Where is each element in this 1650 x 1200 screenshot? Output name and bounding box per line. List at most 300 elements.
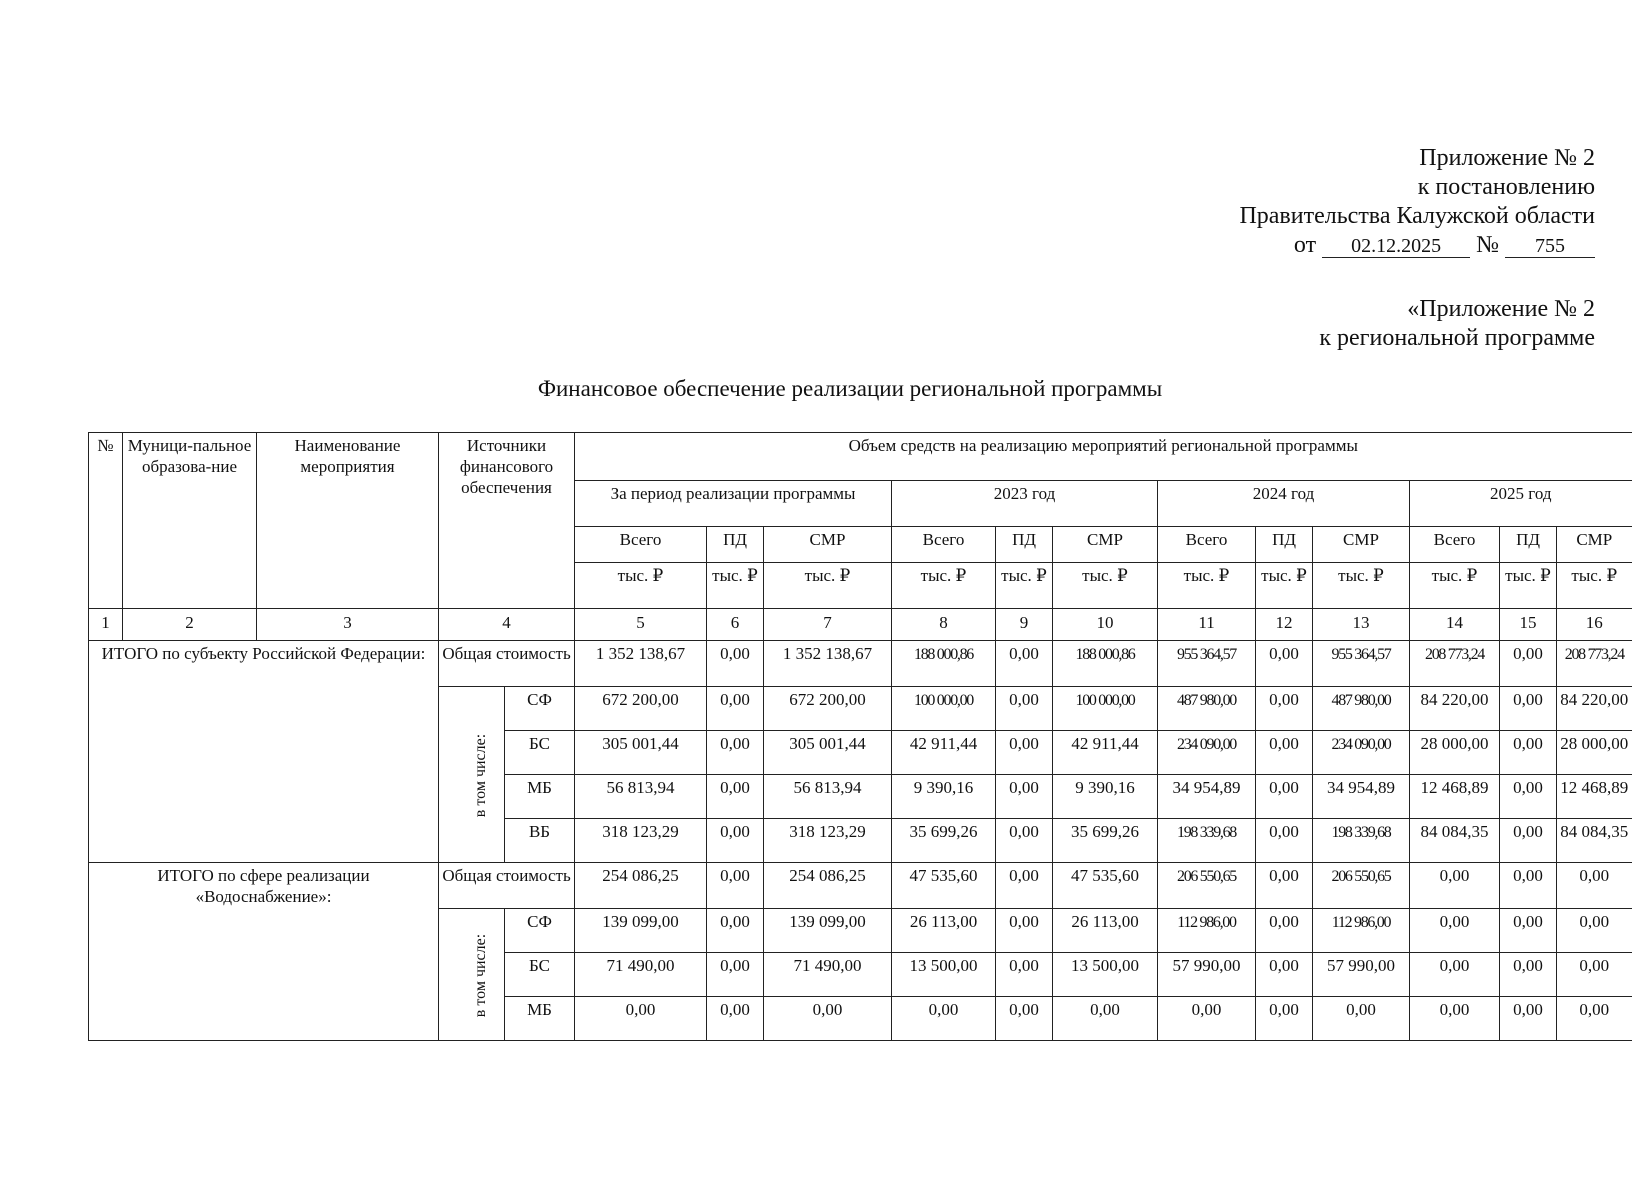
value-text: 28 000,00 <box>1560 734 1629 753</box>
column-header-total: Всего <box>575 527 707 563</box>
column-header-total: Всего <box>892 527 996 563</box>
value-text: 112 986,00 <box>1177 914 1236 931</box>
value-text: 0,00 <box>1269 866 1299 885</box>
value-cell <box>1410 909 1500 953</box>
column-number: 14 <box>1410 609 1500 641</box>
value-text: 13 500,00 <box>1071 956 1140 975</box>
value-text: 139 099,00 <box>602 912 679 931</box>
value-cell <box>996 909 1053 953</box>
column-number: 6 <box>707 609 764 641</box>
source-code: СФ <box>505 687 575 731</box>
value-cell <box>707 641 764 687</box>
value-text: 35 699,26 <box>909 822 978 841</box>
value-cell <box>1313 863 1410 909</box>
header-activity: Наименование мероприятия <box>257 433 439 609</box>
unit-total: тыс. ₽ <box>1410 563 1500 609</box>
value-text: 0,00 <box>720 866 750 885</box>
value-text: 198 339,68 <box>1331 824 1391 841</box>
column-header-total: Всего <box>1410 527 1500 563</box>
value-cell <box>764 687 892 731</box>
value-cell <box>892 641 996 687</box>
value-text: 305 001,44 <box>602 734 679 753</box>
resolution-date: 02.12.2025 <box>1322 235 1470 258</box>
ref-program-label: к региональной программе <box>1319 325 1595 351</box>
value-cell <box>1256 641 1313 687</box>
value-cell <box>892 775 996 819</box>
value-text: 0,00 <box>1269 644 1299 663</box>
value-text: 0,00 <box>1579 866 1610 885</box>
value-text: 9 390,16 <box>1075 778 1135 797</box>
value-cell <box>1500 641 1557 687</box>
unit-smr: тыс. ₽ <box>764 563 892 609</box>
value-text: 57 990,00 <box>1327 956 1396 975</box>
source-code: ВБ <box>505 819 575 863</box>
value-text: 0,00 <box>1009 912 1039 931</box>
value-text: 56 813,94 <box>606 778 675 797</box>
column-number: 4 <box>439 609 575 641</box>
government-label: Правительства Калужской области <box>1239 203 1595 229</box>
value-text: 0,00 <box>1579 1000 1610 1019</box>
value-text: 35 699,26 <box>1071 822 1140 841</box>
source-code: МБ <box>505 997 575 1041</box>
column-header-pd: ПД <box>1256 527 1313 563</box>
unit-total: тыс. ₽ <box>892 563 996 609</box>
value-cell <box>1557 953 1632 997</box>
value-cell <box>707 819 764 863</box>
value-text: 0,00 <box>720 690 750 709</box>
value-cell <box>1158 731 1256 775</box>
unit-smr: тыс. ₽ <box>1557 563 1632 609</box>
value-text: 208 773,24 <box>1564 646 1624 663</box>
value-text: 12 468,89 <box>1560 778 1629 797</box>
value-cell <box>764 775 892 819</box>
value-text: 0,00 <box>1090 1000 1120 1019</box>
value-text: 0,00 <box>1513 644 1543 663</box>
header-2023: 2023 год <box>892 481 1158 527</box>
value-cell <box>1256 731 1313 775</box>
in-that-number-label: в том числе: <box>472 733 490 817</box>
value-text: 0,00 <box>720 644 750 663</box>
value-text: 26 113,00 <box>1071 912 1139 931</box>
value-text: 0,00 <box>1579 912 1610 931</box>
value-text: 0,00 <box>1513 1000 1543 1019</box>
value-text: 9 390,16 <box>913 778 974 797</box>
column-header-smr: СМР <box>1053 527 1158 563</box>
value-text: 0,00 <box>1513 956 1543 975</box>
value-cell <box>575 687 707 731</box>
resolution-header <box>1239 144 1595 260</box>
value-cell <box>1256 909 1313 953</box>
value-cell <box>575 775 707 819</box>
source-code: МБ <box>505 775 575 819</box>
value-text: 672 200,00 <box>602 690 679 709</box>
value-text: 208 773,24 <box>1425 646 1485 663</box>
column-number: 5 <box>575 609 707 641</box>
column-number: 10 <box>1053 609 1158 641</box>
value-cell <box>1256 687 1313 731</box>
value-text: 71 490,00 <box>606 956 675 975</box>
unit-smr: тыс. ₽ <box>1313 563 1410 609</box>
date-number-line <box>1239 231 1595 260</box>
value-text: 0,00 <box>1439 912 1470 931</box>
value-text: 84 220,00 <box>1420 690 1489 709</box>
column-header-pd: ПД <box>996 527 1053 563</box>
value-text: 112 986,00 <box>1331 914 1391 931</box>
value-cell <box>1313 819 1410 863</box>
header-municipality: Муници-пальное образова-ние <box>123 433 257 609</box>
value-cell <box>1053 731 1158 775</box>
value-text: 0,00 <box>1009 778 1039 797</box>
value-text: 12 468,89 <box>1420 778 1489 797</box>
value-cell <box>764 819 892 863</box>
source-code: СФ <box>505 909 575 953</box>
value-cell <box>1158 997 1256 1041</box>
value-text: 0,00 <box>720 822 750 841</box>
column-number: 3 <box>257 609 439 641</box>
value-cell <box>764 909 892 953</box>
block-label: ИТОГО по сфере реализации «Водоснабжение»: <box>89 863 439 1041</box>
value-cell <box>996 953 1053 997</box>
value-text: 0,00 <box>1513 734 1543 753</box>
value-cell <box>1557 909 1632 953</box>
value-cell <box>996 731 1053 775</box>
value-cell <box>1313 687 1410 731</box>
value-text: 955 364,57 <box>1177 646 1237 663</box>
value-cell <box>1557 997 1632 1041</box>
value-cell <box>1158 909 1256 953</box>
value-cell <box>1557 731 1632 775</box>
value-cell <box>892 731 996 775</box>
value-text: 13 500,00 <box>909 956 978 975</box>
value-cell <box>1158 687 1256 731</box>
header-no: № <box>89 433 123 609</box>
value-cell <box>1500 953 1557 997</box>
column-number: 15 <box>1500 609 1557 641</box>
column-header-smr: СМР <box>764 527 892 563</box>
value-text: 0,00 <box>1513 822 1543 841</box>
value-text: 47 535,60 <box>909 866 978 885</box>
financing-table <box>88 432 1632 1041</box>
column-numbers-row <box>89 609 1632 641</box>
value-cell <box>1313 731 1410 775</box>
value-cell <box>1053 863 1158 909</box>
unit-pd: тыс. ₽ <box>707 563 764 609</box>
column-header-smr: СМР <box>1557 527 1632 563</box>
value-cell <box>707 731 764 775</box>
value-text: 0,00 <box>720 956 750 975</box>
value-cell <box>1053 775 1158 819</box>
header-row-1 <box>89 433 1632 481</box>
value-text: 0,00 <box>1269 1000 1299 1019</box>
value-text: 672 200,00 <box>789 690 866 709</box>
value-cell <box>1158 819 1256 863</box>
column-number: 13 <box>1313 609 1410 641</box>
value-text: 0,00 <box>1269 912 1299 931</box>
value-cell <box>1313 953 1410 997</box>
value-text: 0,00 <box>1513 778 1543 797</box>
source-code: БС <box>505 953 575 997</box>
value-cell <box>1313 775 1410 819</box>
value-cell <box>575 819 707 863</box>
value-text: 0,00 <box>1009 956 1039 975</box>
value-text: 206 550,65 <box>1331 868 1391 885</box>
value-cell <box>1500 909 1557 953</box>
value-text: 487 980,00 <box>1177 692 1237 709</box>
value-cell <box>1053 997 1158 1041</box>
value-text: 0,00 <box>720 912 750 931</box>
value-text: 0,00 <box>720 734 750 753</box>
value-cell <box>1158 641 1256 687</box>
unit-total: тыс. ₽ <box>575 563 707 609</box>
value-text: 234 090,00 <box>1331 736 1391 753</box>
value-text: 100 000,00 <box>1075 692 1135 709</box>
value-cell <box>1158 953 1256 997</box>
value-text: 305 001,44 <box>789 734 866 753</box>
block-label: ИТОГО по субъекту Российской Федерации: <box>89 641 439 863</box>
value-cell <box>764 953 892 997</box>
value-cell <box>575 641 707 687</box>
value-cell <box>1053 641 1158 687</box>
value-cell <box>1500 863 1557 909</box>
value-cell <box>707 997 764 1041</box>
header-2025: 2025 год <box>1410 481 1632 527</box>
value-cell <box>892 909 996 953</box>
value-text: 206 550,65 <box>1177 868 1237 885</box>
value-cell <box>1313 997 1410 1041</box>
value-text: 0,00 <box>1439 866 1470 885</box>
in-that-number-cell <box>439 687 505 863</box>
document-title: Финансовое обеспечение реализации региональной программы <box>537 376 1163 401</box>
column-number: 16 <box>1557 609 1632 641</box>
column-number: 11 <box>1158 609 1256 641</box>
value-text: 0,00 <box>1269 734 1299 753</box>
number-label: № <box>1476 232 1499 258</box>
value-cell <box>1410 953 1500 997</box>
value-text: 0,00 <box>1009 866 1039 885</box>
value-text: 71 490,00 <box>793 956 862 975</box>
value-cell <box>575 863 707 909</box>
appendix-label: Приложение № 2 <box>1419 145 1595 171</box>
value-cell <box>892 819 996 863</box>
value-text: 955 364,57 <box>1331 646 1391 663</box>
value-text: 84 220,00 <box>1560 690 1629 709</box>
column-number: 2 <box>123 609 257 641</box>
unit-pd: тыс. ₽ <box>1256 563 1313 609</box>
column-header-total: Всего <box>1158 527 1256 563</box>
value-cell <box>996 687 1053 731</box>
value-text: 0,00 <box>928 1000 959 1019</box>
value-cell <box>996 775 1053 819</box>
value-cell <box>1158 863 1256 909</box>
column-header-pd: ПД <box>1500 527 1557 563</box>
value-text: 0,00 <box>1191 1000 1222 1019</box>
value-text: 188 000,86 <box>1075 646 1135 663</box>
value-text: 318 123,29 <box>789 822 866 841</box>
header-2024: 2024 год <box>1158 481 1410 527</box>
value-cell <box>892 953 996 997</box>
value-cell <box>1053 819 1158 863</box>
resolution-number: 755 <box>1505 235 1595 258</box>
value-text: 0,00 <box>1439 1000 1470 1019</box>
block-total-row <box>89 641 1632 687</box>
value-cell <box>707 863 764 909</box>
value-cell <box>1053 953 1158 997</box>
value-text: 34 954,89 <box>1172 778 1241 797</box>
value-text: 0,00 <box>1513 866 1543 885</box>
value-cell <box>1557 775 1632 819</box>
unit-total: тыс. ₽ <box>1158 563 1256 609</box>
value-text: 1 352 138,67 <box>595 644 686 663</box>
value-cell <box>892 997 996 1041</box>
value-text: 42 911,44 <box>1071 734 1139 753</box>
value-cell <box>1256 863 1313 909</box>
value-cell <box>1410 641 1500 687</box>
from-label: от <box>1293 232 1317 258</box>
value-text: 318 123,29 <box>602 822 679 841</box>
value-cell <box>575 909 707 953</box>
value-cell <box>764 641 892 687</box>
column-number: 8 <box>892 609 996 641</box>
value-text: 0,00 <box>720 778 750 797</box>
value-cell <box>1313 909 1410 953</box>
value-text: 0,00 <box>1269 822 1299 841</box>
ref-appendix-label: «Приложение № 2 <box>1407 296 1595 322</box>
value-text: 0,00 <box>1009 734 1039 753</box>
column-number: 12 <box>1256 609 1313 641</box>
program-reference <box>1319 295 1595 353</box>
value-text: 0,00 <box>1269 778 1299 797</box>
value-cell <box>1500 997 1557 1041</box>
value-text: 487 980,00 <box>1331 692 1391 709</box>
value-text: 100 000,00 <box>914 692 974 709</box>
financing-table-wrap <box>88 432 1628 1041</box>
value-cell <box>1256 997 1313 1041</box>
value-cell <box>1500 687 1557 731</box>
in-that-number-cell <box>439 909 505 1041</box>
value-text: 0,00 <box>1009 690 1039 709</box>
value-cell <box>1557 641 1632 687</box>
value-text: 0,00 <box>720 1000 750 1019</box>
value-text: 254 086,25 <box>789 866 866 885</box>
value-cell <box>1256 953 1313 997</box>
value-cell <box>892 687 996 731</box>
value-cell <box>1313 641 1410 687</box>
value-text: 84 084,35 <box>1420 822 1489 841</box>
value-text: 0,00 <box>1009 644 1039 663</box>
value-text: 0,00 <box>1513 912 1543 931</box>
value-cell <box>1557 863 1632 909</box>
value-cell <box>764 863 892 909</box>
value-cell <box>1500 819 1557 863</box>
value-text: 1 352 138,67 <box>782 644 873 663</box>
value-text: 188 000,86 <box>914 646 974 663</box>
value-text: 139 099,00 <box>789 912 866 931</box>
value-cell <box>1500 775 1557 819</box>
value-text: 0,00 <box>1009 822 1039 841</box>
value-text: 26 113,00 <box>909 912 978 931</box>
value-text: 42 911,44 <box>909 734 978 753</box>
value-cell <box>575 953 707 997</box>
value-text: 0,00 <box>1269 690 1299 709</box>
value-text: 0,00 <box>812 1000 843 1019</box>
value-cell <box>707 687 764 731</box>
header-volume: Объем средств на реализацию мероприятий региональной программы <box>575 433 1632 481</box>
value-text: 34 954,89 <box>1327 778 1396 797</box>
unit-smr: тыс. ₽ <box>1053 563 1158 609</box>
value-text: 47 535,60 <box>1071 866 1140 885</box>
value-text: 254 086,25 <box>602 866 679 885</box>
block-total-row <box>89 863 1632 909</box>
value-cell <box>764 731 892 775</box>
value-cell <box>707 909 764 953</box>
unit-pd: тыс. ₽ <box>1500 563 1557 609</box>
value-text: 0,00 <box>625 1000 656 1019</box>
value-cell <box>1410 731 1500 775</box>
value-cell <box>1410 997 1500 1041</box>
value-text: 0,00 <box>1579 956 1610 975</box>
column-number: 9 <box>996 609 1053 641</box>
value-cell <box>1557 819 1632 863</box>
column-number: 1 <box>89 609 123 641</box>
value-cell <box>1053 687 1158 731</box>
value-cell <box>1410 863 1500 909</box>
in-that-number-label: в том числе: <box>472 933 490 1017</box>
total-cost-label: Общая стоимость <box>439 641 575 687</box>
source-code: БС <box>505 731 575 775</box>
to-resolution-label: к постановлению <box>1417 174 1595 200</box>
value-cell <box>1500 731 1557 775</box>
table-body <box>89 433 1632 1041</box>
value-text: 0,00 <box>1269 956 1299 975</box>
value-cell <box>764 997 892 1041</box>
column-number: 7 <box>764 609 892 641</box>
value-cell <box>575 997 707 1041</box>
value-text: 0,00 <box>1009 1000 1039 1019</box>
value-cell <box>1410 687 1500 731</box>
value-cell <box>575 731 707 775</box>
value-cell <box>1256 775 1313 819</box>
column-header-pd: ПД <box>707 527 764 563</box>
value-cell <box>996 997 1053 1041</box>
value-text: 198 339,68 <box>1177 824 1237 841</box>
value-cell <box>1410 775 1500 819</box>
value-cell <box>707 775 764 819</box>
value-text: 0,00 <box>1346 1000 1376 1019</box>
value-text: 234 090,00 <box>1177 736 1237 753</box>
value-text: 84 084,35 <box>1560 822 1629 841</box>
value-cell <box>1053 909 1158 953</box>
value-cell <box>996 863 1053 909</box>
total-cost-label: Общая стоимость <box>439 863 575 909</box>
value-cell <box>1158 775 1256 819</box>
value-cell <box>1256 819 1313 863</box>
value-cell <box>892 863 996 909</box>
value-cell <box>1557 687 1632 731</box>
column-header-smr: СМР <box>1313 527 1410 563</box>
unit-pd: тыс. ₽ <box>996 563 1053 609</box>
value-text: 56 813,94 <box>793 778 862 797</box>
value-text: 0,00 <box>1439 956 1470 975</box>
value-text: 0,00 <box>1513 690 1543 709</box>
value-cell <box>707 953 764 997</box>
header-period: За период реализации программы <box>575 481 892 527</box>
value-cell <box>1410 819 1500 863</box>
value-cell <box>996 819 1053 863</box>
value-text: 57 990,00 <box>1172 956 1241 975</box>
value-text: 28 000,00 <box>1420 734 1489 753</box>
header-sources: Источники финансового обеспечения <box>439 433 575 609</box>
value-cell <box>996 641 1053 687</box>
